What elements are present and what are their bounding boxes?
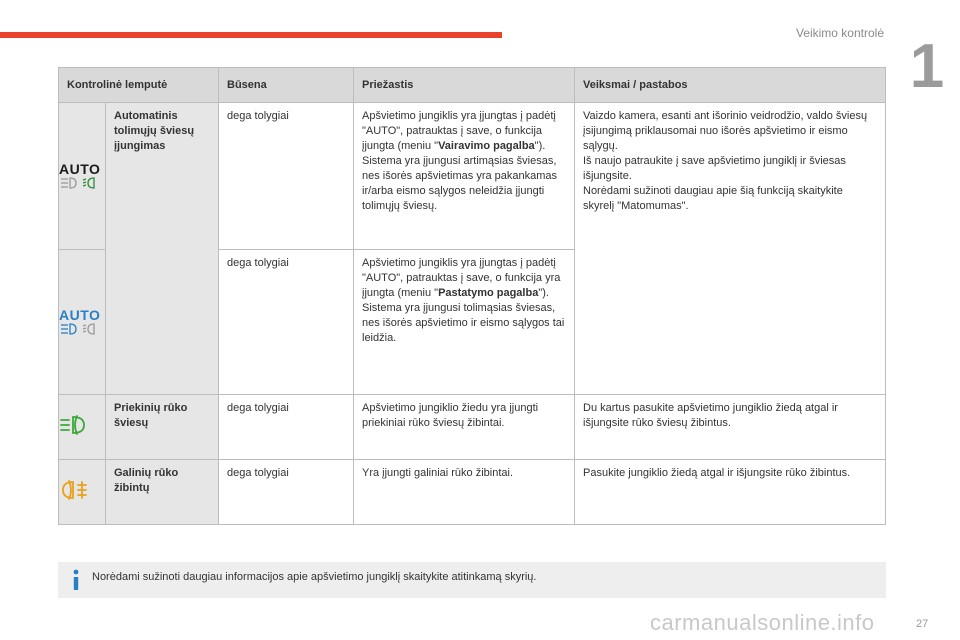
page-number: 27 [916,618,929,630]
icon-cell [59,460,106,525]
table-header-row [59,68,886,103]
icon-cell [59,250,106,395]
column-header-reason: Priežastis [354,68,575,103]
icon-cell [59,395,106,460]
menu-name: Pastatymo pagalba [438,287,539,299]
reason-text: Apšvietimo jungiklis yra įjungtas į padėtį "AUTO", patrauktas į save, o funkcija yra įjungta (meniu "Pastatymo pagalba"). Sistema yra įjungusi tolimąsias šviesas, nes išorės apšvietimo ir eismo sąlygos tai leidžia. [354,250,575,395]
table-row [59,103,886,250]
actions-text: Pasukite jungiklio žiedą atgal ir išjungsite rūko žibintus. [575,460,886,525]
status-text: dega tolygiai [219,395,354,460]
reason-text: Apšvietimo jungiklio žiedu yra įjungti priekiniai rūko šviesų žibintai. [354,395,575,460]
info-note [58,562,886,598]
reason-text: Yra įjungti galiniai rūko žibintai. [354,460,575,525]
light-name: Priekinių rūko šviesų [106,395,219,460]
table-row [59,395,886,460]
column-header-actions: Veiksmai / pastabos [575,68,886,103]
column-header-lamp: Kontrolinė lemputė [59,68,219,103]
status-text: dega tolygiai [219,103,354,250]
front-fog-light-icon [59,414,89,436]
info-text: Norėdami sužinoti daugiau informacijos apie apšvietimo jungiklį skaitykite atitinkamą skyrių. [92,571,537,583]
column-header-status: Būsena [219,68,354,103]
status-text: dega tolygiai [219,250,354,395]
icon-cell [59,103,106,250]
light-name: Galinių rūko žibintų [106,460,219,525]
actions-text: Du kartus pasukite apšvietimo jungiklio žiedą atgal ir išjungsite rūko šviesų žibintus. [575,395,886,460]
auto-high-beam-icon [59,308,100,336]
rear-fog-light-icon [59,479,89,501]
watermark: carmanualsonline.info [650,610,875,635]
light-name: Automatinis tolimųjų šviesų įjungimas [106,103,219,395]
auto-high-beam-icon [59,162,100,190]
menu-name: Vairavimo pagalba [438,140,535,152]
header-accent-bar [0,32,502,38]
warning-lights-table [58,67,886,525]
section-title: Veikimo kontrolė [795,26,884,40]
auto-label: AUTO [59,161,101,177]
chapter-number: 1 [909,32,945,101]
table-row [59,460,886,525]
info-icon [70,568,82,592]
auto-label: AUTO [59,307,101,323]
actions-text: Vaizdo kamera, esanti ant išorinio veidrodžio, valdo šviesų įsijungimą priklausomai nuo išorės apšvietimo ir eismo sąlygų. Iš naujo patraukite į save apšvietimo jungiklį ir šviesas išjungsite. Norėdami sužinoti daugiau apie šią funkciją skaitykite skyrelį "Matomumas". [575,103,886,395]
status-text: dega tolygiai [219,460,354,525]
reason-text: Apšvietimo jungiklis yra įjungtas į padėtį "AUTO", patrauktas į save, o funkcija įjungta (meniu "Vairavimo pagalba"). Sistema yra įjungusi artimąsias šviesas, nes išorės apšvietimas yra pakankamas ir/arba eismo sąlygos neleidžia įjungti tolimųjų šviesų. [354,103,575,250]
